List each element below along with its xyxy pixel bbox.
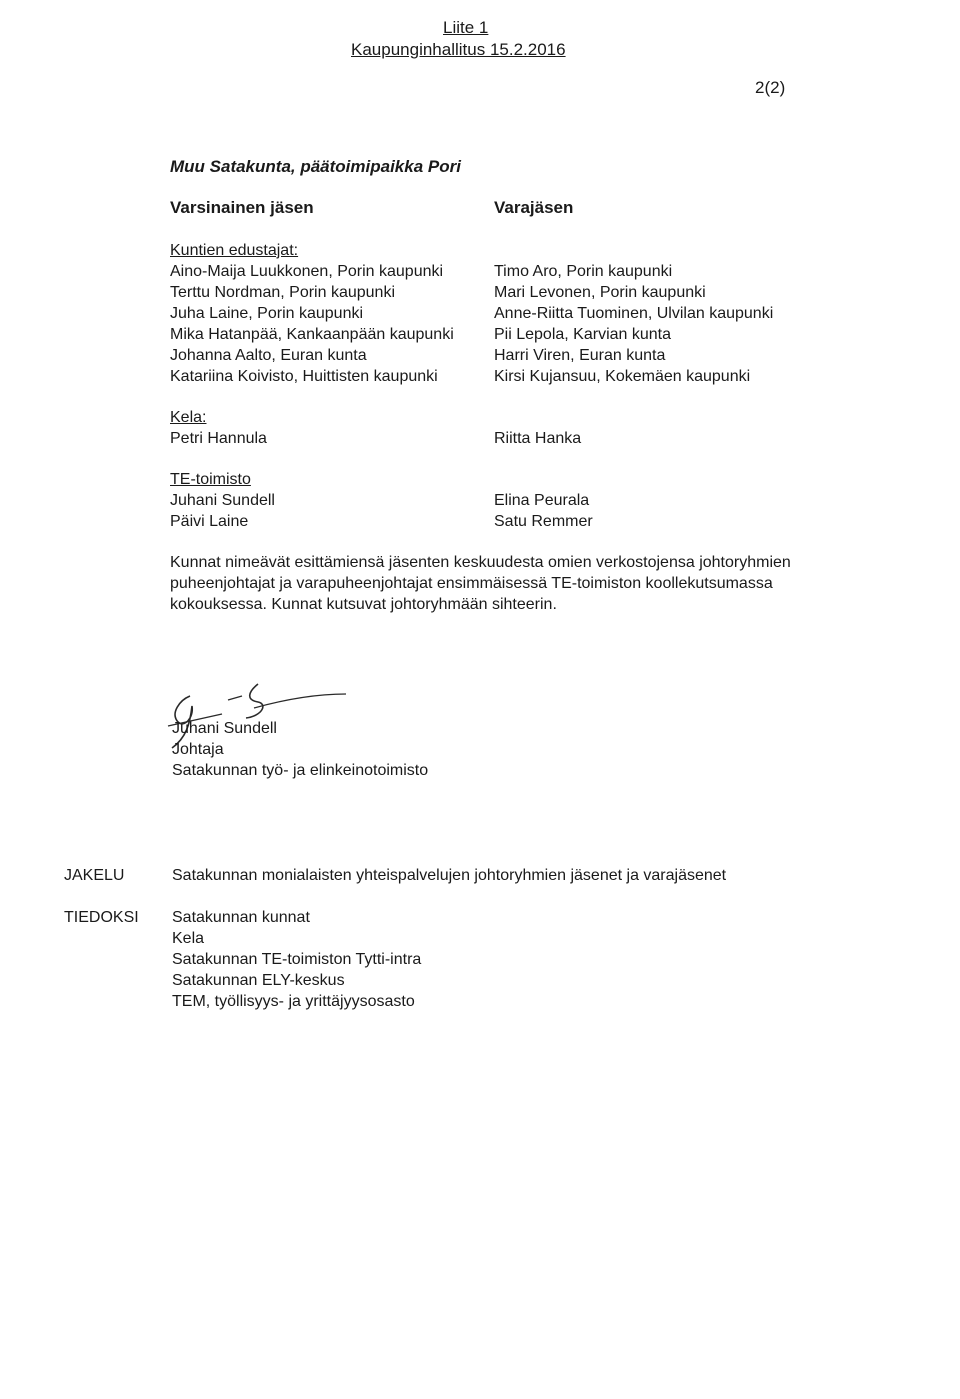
signer-organization: Satakunnan työ- ja elinkeinotoimisto bbox=[172, 762, 429, 779]
list-item: Satakunnan TE-toimiston Tytti-intra bbox=[172, 951, 422, 968]
list-item: Elina Peurala bbox=[494, 492, 590, 509]
list-item: Timo Aro, Porin kaupunki bbox=[494, 263, 673, 280]
list-item: Juhani Sundell bbox=[170, 492, 275, 509]
list-item: Petri Hannula bbox=[170, 430, 267, 447]
list-item: Johanna Aalto, Euran kunta bbox=[170, 347, 367, 364]
paragraph-line: Kunnat nimeävät esittämiensä jäsenten keskuudesta omien verkostojensa johtoryhmien bbox=[170, 554, 791, 571]
signer-name: Juhani Sundell bbox=[172, 720, 277, 737]
list-item: Pii Lepola, Karvian kunta bbox=[494, 326, 671, 343]
list-item: TEM, työllisyys- ja yrittäjyysosasto bbox=[172, 993, 415, 1010]
list-item: Mika Hatanpää, Kankaanpään kaupunki bbox=[170, 326, 454, 343]
attachment-label: Liite 1 bbox=[443, 18, 489, 37]
jakelu-label: JAKELU bbox=[64, 867, 125, 884]
deputy-list-kunnat bbox=[494, 261, 773, 387]
signer-title: Johtaja bbox=[172, 741, 224, 758]
list-item: Mari Levonen, Porin kaupunki bbox=[494, 284, 706, 301]
list-item: Harri Viren, Euran kunta bbox=[494, 347, 666, 364]
deputy-list-te bbox=[494, 490, 593, 532]
signature-block bbox=[172, 718, 428, 781]
body-paragraph bbox=[170, 552, 791, 615]
deputy-column-heading: Varajäsen bbox=[494, 198, 574, 217]
list-item: Kela bbox=[172, 930, 205, 947]
section-title: Muu Satakunta, päätoimipaikka Pori bbox=[170, 157, 461, 176]
list-item: Satu Remmer bbox=[494, 513, 593, 530]
paragraph-line: puheenjohtajat ja varapuheenjohtajat ensimmäisessä TE-toimiston koollekutsumassa bbox=[170, 575, 773, 592]
list-item: Katariina Koivisto, Huittisten kaupunki bbox=[170, 368, 438, 385]
list-item: Kirsi Kujansuu, Kokemäen kaupunki bbox=[494, 368, 751, 385]
board-date: Kaupunginhallitus 15.2.2016 bbox=[351, 40, 566, 59]
list-item: Satakunnan ELY-keskus bbox=[172, 972, 345, 989]
list-item: Terttu Nordman, Porin kaupunki bbox=[170, 284, 395, 301]
list-item: Juha Laine, Porin kaupunki bbox=[170, 305, 364, 322]
list-item: Aino-Maija Luukkonen, Porin kaupunki bbox=[170, 263, 444, 280]
list-item: Riitta Hanka bbox=[494, 430, 582, 447]
list-item: Anne-Riitta Tuominen, Ulvilan kaupunki bbox=[494, 305, 774, 322]
member-list-kunnat bbox=[170, 261, 454, 387]
member-column-heading: Varsinainen jäsen bbox=[170, 198, 314, 217]
tiedoksi-list bbox=[172, 907, 421, 1012]
group-label-te: TE-toimisto bbox=[170, 471, 251, 488]
page-number: 2(2) bbox=[755, 78, 786, 97]
member-list-te bbox=[170, 490, 275, 532]
group-label-kela: Kela: bbox=[170, 409, 207, 426]
list-item: Satakunnan kunnat bbox=[172, 909, 310, 926]
paragraph-line: kokouksessa. Kunnat kutsuvat johtoryhmään sihteerin. bbox=[170, 596, 557, 613]
tiedoksi-label: TIEDOKSI bbox=[64, 909, 139, 926]
jakelu-text: Satakunnan monialaisten yhteispalvelujen johtoryhmien jäsenet ja varajäsenet bbox=[172, 867, 727, 884]
list-item: Päivi Laine bbox=[170, 513, 249, 530]
group-label-kunnat: Kuntien edustajat: bbox=[170, 242, 299, 259]
